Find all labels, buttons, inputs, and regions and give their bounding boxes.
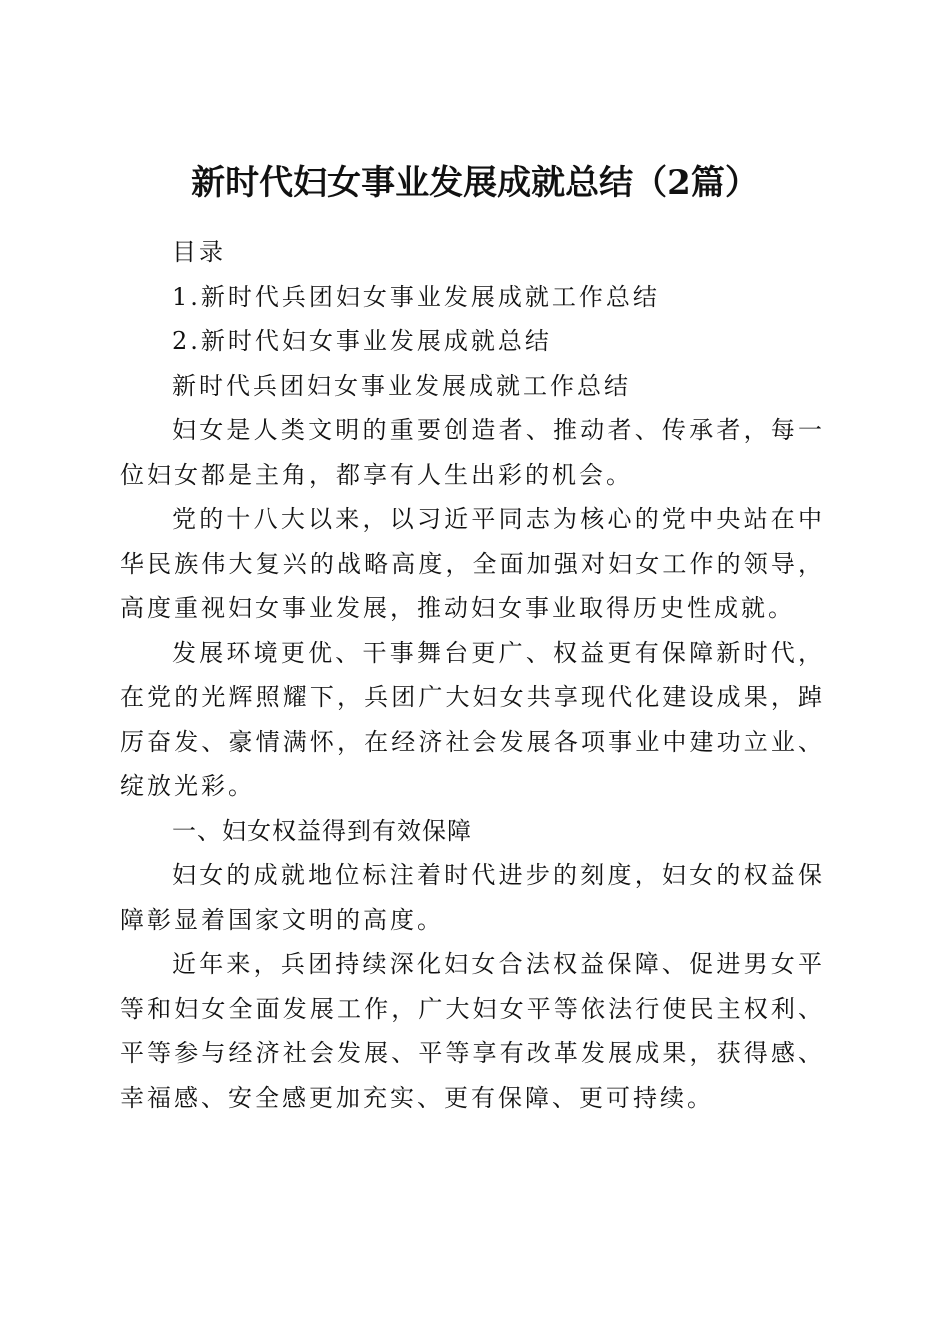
paragraph: 妇女的成就地位标注着时代进步的刻度，妇女的权益保障彰显着国家文明的高度。 (120, 861, 825, 934)
paragraph: 近年来，兵团持续深化妇女合法权益保障、促进男女平等和妇女全面发展工作，广大妇女平等依法行使民主权利、平等参与经济社会发展、平等享有改革发展成果，获得感、幸福感、安全感更加充实、更有保障、更可持续。 (120, 950, 825, 1112)
paragraph: 妇女是人类文明的重要创造者、推动者、传承者，每一位妇女都是主角，都享有人生出彩的机会。 (120, 416, 825, 489)
toc-label: 目录 (172, 238, 226, 266)
paragraph: 党的十八大以来，以习近平同志为核心的党中央站在中华民族伟大复兴的战略高度，全面加强对妇女工作的领导，高度重视妇女事业发展，推动妇女事业取得历史性成就。 (120, 505, 825, 622)
toc-item-1: 1.新时代兵团妇女事业发展成就工作总结 (172, 282, 660, 311)
paragraph: 发展环境更优、干事舞台更广、权益更有保障新时代，在党的光辉照耀下，兵团广大妇女共享现代化建设成果，踔厉奋发、豪情满怀，在经济社会发展各项事业中建功立业、绽放光彩。 (120, 638, 825, 800)
toc-item-2: 2.新时代妇女事业发展成就总结 (172, 327, 552, 355)
document-body (120, 230, 825, 1120)
section-heading: 一、妇女权益得到有效保障 (172, 816, 472, 845)
article-subtitle: 新时代兵团妇女事业发展成就工作总结 (172, 371, 631, 400)
document-title: 新时代妇女事业发展成就总结（2篇） (191, 162, 759, 203)
